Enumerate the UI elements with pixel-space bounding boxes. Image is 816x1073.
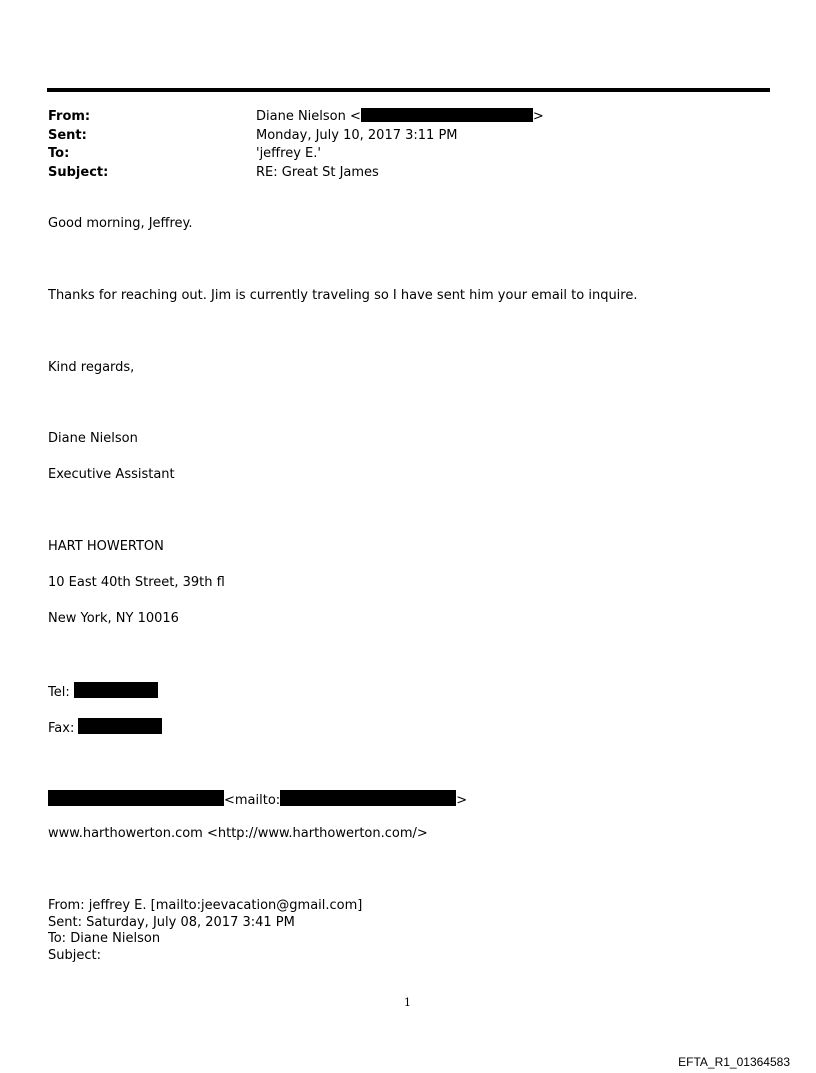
redacted-fax [78,718,162,734]
forwarded-header [48,898,362,964]
forwarded-subject: Subject: [48,947,101,963]
sent-label: Sent: [48,127,87,143]
from-close: > [532,109,544,124]
signature-name: Diane Nielson [48,431,138,446]
from-label: From: [48,109,91,124]
website-link[interactable]: www.harthowerton.com <http://www.harthowerton.com/> [48,826,428,841]
from-name: Diane Nielson < [256,109,361,124]
email-link-line [48,790,467,808]
closing: Kind regards, [48,360,135,375]
subject-value: RE: Great St James [256,164,379,180]
sent-value: Monday, July 10, 2017 3:11 PM [256,127,458,143]
from-value [256,108,544,127]
signature-address-line1: 10 East 40th Street, 39th fl [48,575,225,590]
signature-title: Executive Assistant [48,467,175,482]
forwarded-to: To: Diane Nielson [48,931,161,946]
subject-label: Subject: [48,164,109,180]
redacted-tel [74,682,158,698]
greeting: Good morning, Jeffrey. [48,216,193,231]
redacted-email-address [48,790,224,806]
redacted-email [361,108,533,122]
header-rule [47,88,770,92]
signature-company: HART HOWERTON [48,539,164,554]
forwarded-from: From: jeffrey E. [mailto:jeevacation@gmail.com] [48,898,363,913]
fax-line [48,718,162,736]
fax-label: Fax: [48,721,75,736]
mailto-close: > [456,793,468,808]
tel-label: Tel: [48,685,70,700]
to-value: 'jeffrey E.' [256,146,321,161]
signature-address-line2: New York, NY 10016 [48,611,179,626]
to-label: To: [48,146,70,161]
forwarded-sent: Sent: Saturday, July 08, 2017 3:41 PM [48,914,295,930]
mailto-open: <mailto: [224,793,281,808]
page-number: 1 [404,996,411,1009]
redacted-mailto [280,790,456,806]
document-id: EFTA_R1_01364583 [678,1055,790,1069]
tel-line [48,682,158,700]
message-text: Thanks for reaching out. Jim is currently traveling so I have sent him your email to inquire. [48,288,638,303]
